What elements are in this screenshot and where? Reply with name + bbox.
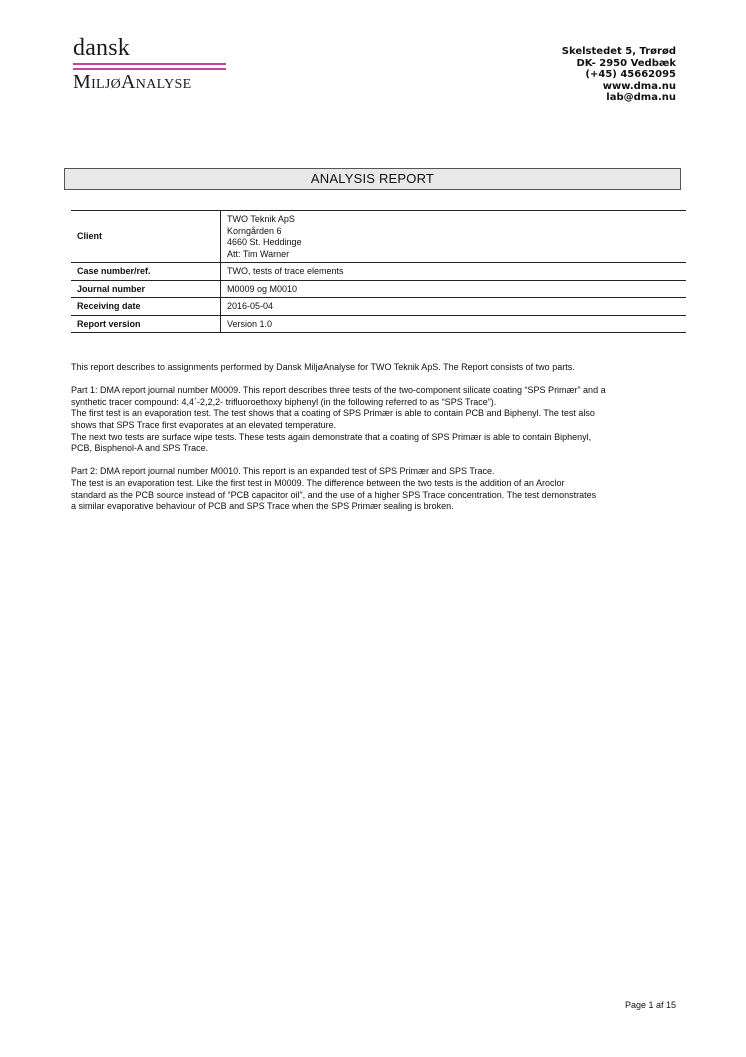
logo-text-bottom: MiljøAnalyse bbox=[73, 71, 192, 93]
table-row bbox=[71, 263, 686, 281]
text-line: shows that SPS Trace first evaporates at an elevated temperature. bbox=[71, 419, 337, 430]
part2-paragraph bbox=[71, 466, 701, 512]
report-title: ANALYSIS REPORT bbox=[64, 168, 681, 190]
text-line: The next two tests are surface wipe tests. These tests again demonstrate that a coating of SPS Primær is able to contain Biphenyl, bbox=[71, 431, 592, 442]
table-row bbox=[71, 315, 686, 333]
address-email[interactable]: lab@dma.nu bbox=[606, 92, 676, 103]
row-value: 2016-05-04 bbox=[221, 298, 687, 316]
text-line: Part 1: DMA report journal number M0009. This report describes three tests of the two-component silicate coating “SPS Primær” and a bbox=[71, 385, 606, 396]
text-line: synthetic tracer compound: 4,4´-2,2,2- trifluoroethoxy biphenyl (in the following referred to as “SPS Trace”). bbox=[71, 396, 497, 407]
text-line: PCB, Bisphenol-A and SPS Trace. bbox=[71, 443, 209, 454]
client-line: Korngården 6 bbox=[227, 225, 282, 236]
text-line: Part 2: DMA report journal number M0010. This report is an expanded test of SPS Primær and SPS Trace. bbox=[71, 466, 495, 477]
row-value: M0009 og M0010 bbox=[221, 280, 687, 298]
text-line: The first test is an evaporation test. The test shows that a coating of SPS Primær is able to contain PCB and Biphenyl. The test also bbox=[71, 408, 595, 419]
client-value bbox=[221, 211, 687, 263]
client-line: TWO Teknik ApS bbox=[227, 214, 295, 224]
logo-lines bbox=[73, 63, 233, 70]
text-line: This report describes to assignments performed by Dansk MiljøAnalyse for TWO Teknik ApS. The Report consists of two parts. bbox=[71, 362, 575, 372]
company-address bbox=[562, 46, 676, 104]
text-line: The test is an evaporation test. Like the first test in M0009. The difference between the two tests is the addition of an Aroclor bbox=[71, 477, 565, 488]
address-website[interactable]: www.dma.nu bbox=[602, 80, 676, 92]
row-label: Journal number bbox=[71, 280, 221, 298]
part1-paragraph bbox=[71, 385, 701, 455]
report-info-table bbox=[71, 210, 686, 333]
page-number: Page 1 af 15 bbox=[624, 1000, 676, 1010]
row-label: Receiving date bbox=[71, 298, 221, 316]
table-row bbox=[71, 280, 686, 298]
report-body bbox=[71, 362, 701, 524]
client-line: 4660 St. Heddinge bbox=[227, 237, 302, 247]
row-value: Version 1.0 bbox=[221, 315, 687, 333]
client-line: Att: Tim Warner bbox=[227, 248, 290, 259]
row-value: TWO, tests of trace elements bbox=[221, 263, 687, 281]
text-line: a similar evaporative behaviour of PCB and SPS Trace when the SPS Primær sealing is broken. bbox=[71, 501, 454, 512]
company-logo bbox=[73, 36, 233, 92]
address-line: Skelstedet 5, Trørød bbox=[561, 46, 676, 57]
address-line: DK- 2950 Vedbæk bbox=[576, 57, 676, 69]
row-label: Report version bbox=[71, 315, 221, 333]
row-label: Case number/ref. bbox=[71, 263, 221, 281]
text-line: standard as the PCB source instead of “PCB capacitor oil”, and the use of a higher SPS Trace concentration. The test demonstrates bbox=[71, 489, 597, 500]
table-row bbox=[71, 298, 686, 316]
table-row bbox=[71, 211, 686, 263]
address-phone: (+45) 45662095 bbox=[585, 69, 676, 80]
client-label: Client bbox=[71, 211, 221, 263]
logo-text-top: dansk bbox=[73, 35, 130, 61]
intro-paragraph bbox=[71, 362, 701, 374]
